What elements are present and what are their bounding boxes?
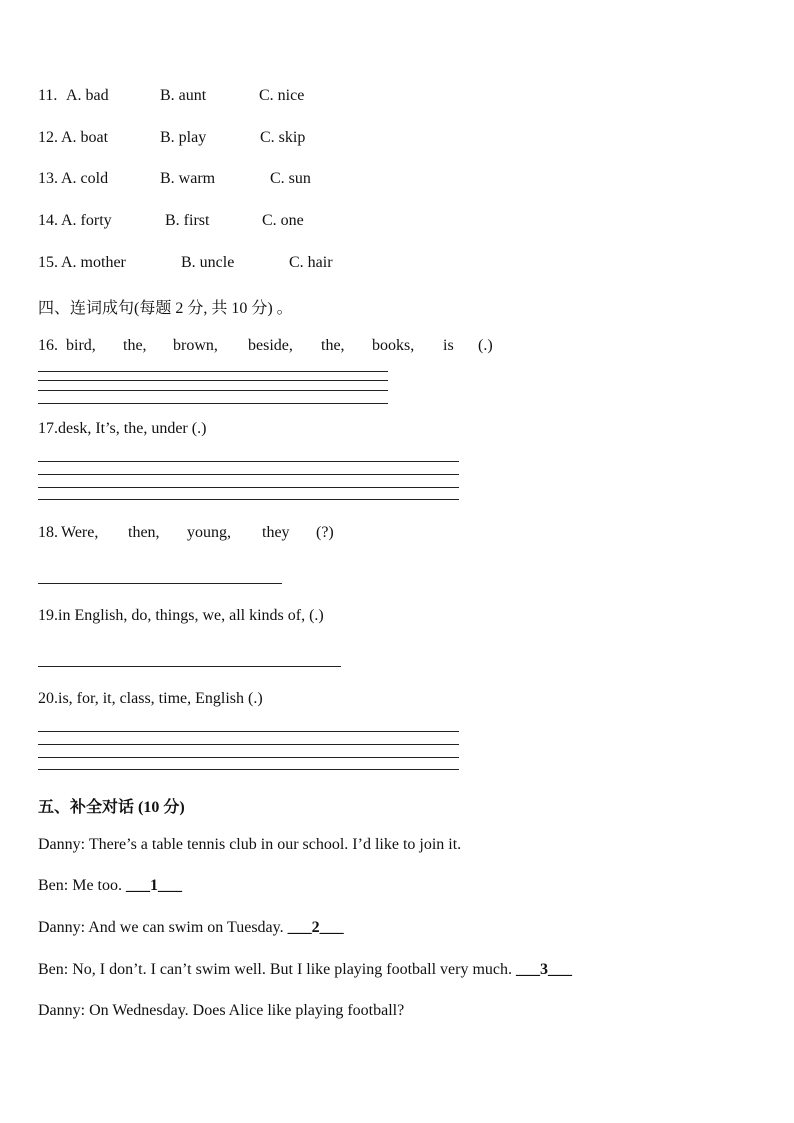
word: they <box>262 524 290 541</box>
option-c: C. hair <box>289 254 333 271</box>
option-a: A. mother <box>61 254 126 271</box>
question-number: 19 <box>38 607 54 624</box>
section-title-cn: 五、补全对话 <box>38 799 139 816</box>
option-a: A. bad <box>66 87 109 104</box>
word: the, <box>123 337 147 354</box>
answer-line <box>38 371 388 372</box>
word: young, <box>187 524 231 541</box>
word: then, <box>128 524 160 541</box>
question-19: 19.in English, do, things, we, all kinds of, (.) <box>38 607 324 624</box>
word: (?) <box>316 524 334 541</box>
question-number: 11 <box>38 87 54 104</box>
dialogue-line <box>38 961 572 979</box>
question-text: in English, do, things, we, all kinds of, (.) <box>58 607 324 624</box>
section-4-title: 四、连词成句(每题 2 分, 共 10 分) 。 <box>38 300 293 317</box>
answer-line <box>38 474 459 475</box>
word: books, <box>372 337 415 354</box>
dialogue-text: Danny: On Wednesday. Does Alice like playing football? <box>38 1002 405 1019</box>
dialogue-text: Ben: Me too. <box>38 877 126 894</box>
option-c: C. one <box>262 212 304 229</box>
answer-line <box>38 744 459 745</box>
question-text: desk, It’s, the, under (.) <box>58 420 207 437</box>
option-a: A. forty <box>61 212 112 229</box>
answer-line <box>38 380 388 381</box>
word: bird, <box>66 337 96 354</box>
dialogue-text: Danny: There’s a table tennis club in our school. I’d like to join it. <box>38 836 462 853</box>
answer-blank[interactable]: ___2___ <box>287 919 344 936</box>
dialogue-line <box>38 877 182 895</box>
section-points: (10 分) <box>138 799 185 816</box>
dialogue-line <box>38 836 461 854</box>
option-b: B. play <box>160 129 207 146</box>
question-number: 14 <box>38 212 54 229</box>
question-number: 13 <box>38 170 54 187</box>
question-20: 20.is, for, it, class, time, English (.) <box>38 690 263 707</box>
answer-line <box>38 461 459 462</box>
answer-blank[interactable]: ___1___ <box>126 877 182 894</box>
answer-line <box>38 666 341 667</box>
word: brown, <box>173 337 218 354</box>
word: the, <box>321 337 345 354</box>
answer-line <box>38 769 459 770</box>
option-b: B. aunt <box>160 87 207 104</box>
option-c: C. skip <box>260 129 306 146</box>
answer-line <box>38 731 459 732</box>
answer-blank[interactable]: ___3___ <box>516 961 572 978</box>
question-number: 15 <box>38 254 54 271</box>
option-b: B. warm <box>160 170 216 187</box>
answer-line <box>38 583 282 584</box>
question-text: is, for, it, class, time, English (.) <box>58 690 263 707</box>
section-5-title <box>38 794 185 817</box>
option-a: A. cold <box>61 170 109 187</box>
question-number: 18 <box>38 524 54 541</box>
word: Were, <box>61 524 99 541</box>
answer-line <box>38 390 388 391</box>
option-b: B. uncle <box>181 254 235 271</box>
question-number: 12 <box>38 129 54 146</box>
word: beside, <box>248 337 293 354</box>
question-number: 17 <box>38 420 54 437</box>
question-17: 17.desk, It’s, the, under (.) <box>38 420 207 437</box>
word: is <box>443 337 454 354</box>
option-a: A. boat <box>61 129 109 146</box>
option-b: B. first <box>165 212 210 229</box>
dialogue-text: Danny: And we can swim on Tuesday. <box>38 919 288 936</box>
answer-line <box>38 757 459 758</box>
option-c: C. nice <box>259 87 305 104</box>
dialogue-text: Ben: No, I don’t. I can’t swim well. But I like playing football very much. <box>38 961 516 978</box>
word: (.) <box>478 337 493 354</box>
option-c: C. sun <box>270 170 311 187</box>
dialogue-line <box>38 919 344 937</box>
answer-line <box>38 487 459 488</box>
dialogue-line <box>38 1002 404 1020</box>
question-number: 20 <box>38 690 54 707</box>
answer-line <box>38 499 459 500</box>
question-number: 16 <box>38 337 54 354</box>
answer-line <box>38 403 388 404</box>
